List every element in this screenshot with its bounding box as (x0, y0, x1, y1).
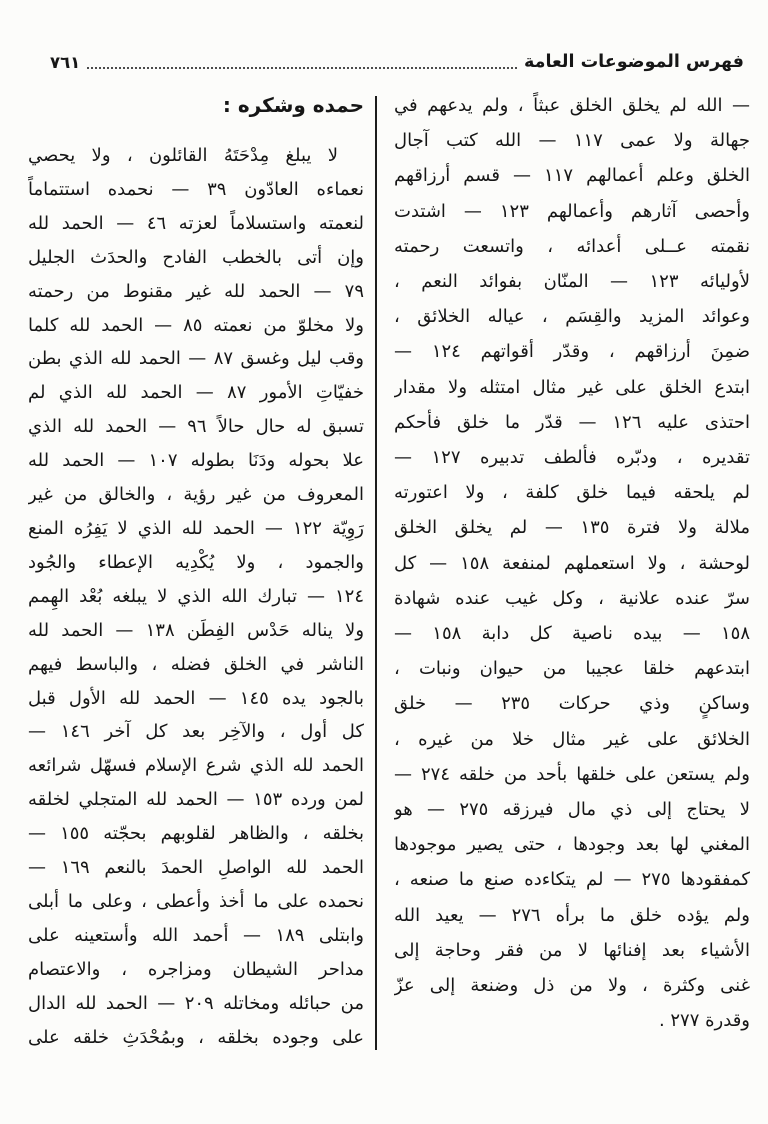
right-column (394, 88, 750, 1038)
text-line: الأشياء بعد إفنائها لا من فقر وحاجة إلى (394, 939, 750, 961)
text-line: كل أول ، والآخِر بعد كل آخر ١٤٦ — (28, 721, 364, 743)
text-line: ولم يستعن على خلقها بأحد من خلقه ٢٧٤ — (394, 763, 750, 785)
text-line: علا بحوله ودَنَا بطوله ١٠٧ — الحمد لله (28, 450, 364, 472)
page-header (50, 52, 744, 72)
text-line: وإن أتى بالخطب الفادح والحدَث الجليل (28, 246, 364, 268)
text-line: لنعمته واستسلاماً لعزته ٤٦ — الحمد لله (28, 212, 364, 234)
text-line: خفيّاتِ الأمور ٨٧ — الحمد لله الذي لم (28, 382, 364, 404)
text-line: ٧٩ — الحمد لله غير مقنوط من رحمته (28, 280, 364, 302)
text-line: وابتلى ١٨٩ — أحمد الله وأستعينه على (28, 924, 364, 946)
text-line: ابتدعهم خلقا عجيبا من حيوان ونبات ، (394, 658, 750, 680)
left-column (28, 88, 364, 1054)
text-line: نقمته عــلى أعدائه ، واتسعت رحمته (394, 235, 750, 257)
text-line: ولا يناله حَدْس الفِطَن ١٣٨ — الحمد لله (28, 619, 364, 641)
text-line: بخلقه ، والظاهر لقلوبهم بحجّته ١٥٥ — (28, 823, 364, 845)
right-column-text (394, 88, 750, 1038)
text-line: لم يلحقه فيما خلق كلفة ، ولا اعتورته (394, 482, 750, 504)
text-line: وقب ليل وغسق ٨٧ — الحمد لله الذي بطن (28, 348, 364, 370)
text-line: ضمِنَ أرزاقهم ، وقدّر أقواتهم ١٢٤ — (394, 341, 750, 363)
dotted-leader (87, 56, 517, 69)
text-line: نحمده على ما أخذ وأعطى ، وعلى ما أبلى (28, 890, 364, 912)
text-line: الحمد لله الواصلِ الحمدَ بالنعم ١٦٩ — (28, 857, 364, 879)
text-line: سرّ عنده علانية ، وكل غيب عنده شهادة (394, 587, 750, 609)
text-line: على وجوده بخلقه ، وبمُحْدَثِ خلقه على (28, 1026, 364, 1048)
text-line: غنى وكثرة ، ولا من ذل وضنعة إلى عزّ (394, 975, 750, 997)
text-line: بالجود يده ١٤٥ — الحمد لله الأول قبل (28, 687, 364, 709)
text-line: تقديره ، ودبّره فألطف تدبيره ١٢٧ — (394, 447, 750, 469)
text-line: ولم يؤده خلق ما برأه ٢٧٦ — يعيد الله (394, 904, 750, 926)
text-line: وقدرة ٢٧٧ . (658, 1010, 750, 1032)
text-line: الحمد لله الذي شرع الإسلام فسهّل شرائعه (28, 755, 364, 777)
text-line: لأوليائه ١٢٣ — المنّان بفوائد النعم ، (394, 271, 750, 293)
text-line: تسبق له حال حالاً ٩٦ — الحمد لله الذي (28, 416, 364, 438)
text-line: كمفقودها ٢٧٥ — لم يتكاءده صنع ما صنعه ، (394, 869, 750, 891)
text-line: — الله لم يخلق الخلق عبثاً ، ولم يدعهم في (394, 95, 750, 116)
text-line: الخلق وعلم أعمالهم ١١٧ — قسم أرزاقهم (394, 165, 750, 187)
section-heading: حمده وشكره : (222, 93, 364, 117)
text-line: الناشر في الخلق فضله ، والباسط فيهم (28, 653, 364, 675)
text-line: وعوائد المزيد والقِسَم ، عياله الخلائق ، (394, 306, 750, 328)
text-line: المعروف من غير رؤية ، والخالق من غير (28, 484, 364, 506)
text-line: ١٢٤ — تبارك الله الذي لا يبلغه بُعْد الهِمم (28, 585, 364, 607)
text-line: وساكنٍ وذي حركات ٢٣٥ — خلق (394, 693, 750, 715)
text-line: رَوِيّة ١٢٢ — الحمد لله الذي لا يَفِرُه المنع (28, 517, 364, 539)
text-line: احتذى عليه ١٢٦ — قدّر ما خلق فأحكم (394, 411, 750, 433)
text-line: جهالة ولا عمى ١١٧ — الله كتب آجال (394, 130, 750, 152)
header-title: فهرس الموضوعات العامة (524, 52, 744, 72)
text-line: المغني لها بعد وجودها ، حتى يصير موجودها (394, 834, 750, 856)
text-line: لا يبلغ مِدْحَتَهُ القائلون ، ولا يحصي (28, 145, 338, 166)
text-line: الخلائق على غير مثال خلا من غيره ، (394, 728, 750, 750)
text-line: مداحر الشيطان ومزاجره ، والاعتصام (28, 958, 364, 980)
column-divider (375, 96, 377, 1050)
text-line: ١٥٨ — بيده ناصية كل دابة ١٥٨ — (394, 623, 750, 645)
text-line: لوحشة ، ولا استعملهم لمنفعة ١٥٨ — كل (394, 552, 750, 574)
left-column-text (28, 139, 364, 1054)
text-line: ولا مخلوّ من نعمته ٨٥ — الحمد لله كلما (28, 314, 364, 336)
text-line: ابتدع الخلق على غير مثال امتثله ولا مقدار (394, 376, 750, 398)
text-line: لا يحتاج إلى ذي مال فيرزقه ٢٧٥ — هو (394, 799, 750, 821)
text-line: نعماءه العادّون ٣٩ — نحمده استتماماً (28, 178, 364, 200)
page-number: ٧٦١ (50, 52, 81, 72)
text-line: ملالة ولا فترة ١٣٥ — لم يخلق الخلق (394, 517, 750, 539)
text-line: وأحصى آثارهم وأعمالهم ١٢٣ — اشتدت (394, 200, 750, 222)
text-line: من حبائله ومخاتله ٢٠٩ — الحمد لله الدال (28, 992, 364, 1014)
text-line: لمن ورده ١٥٣ — الحمد لله المتجلي لخلقه (28, 789, 364, 811)
text-line: والجمود ، ولا يُكْدِيه الإعطاء والجُود (28, 551, 364, 573)
